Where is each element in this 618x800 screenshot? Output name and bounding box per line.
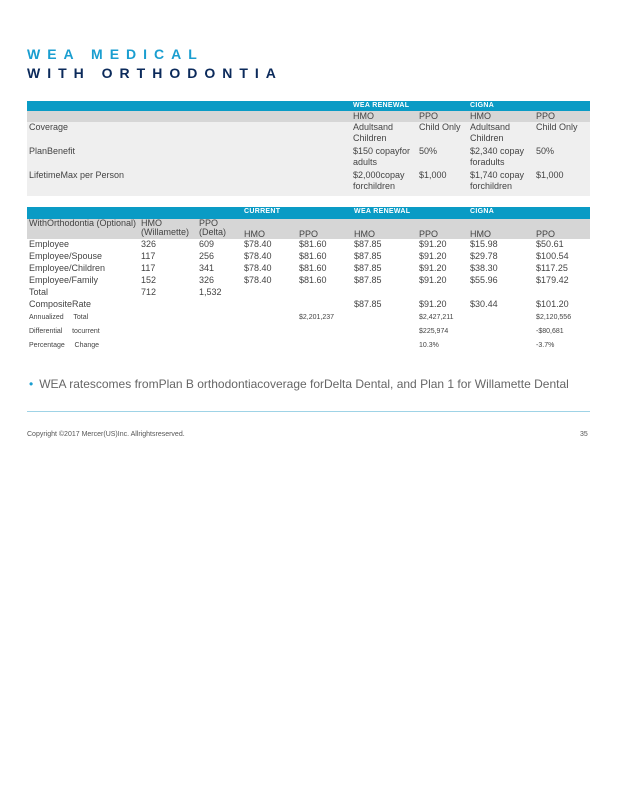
column-header: PPO xyxy=(417,219,468,239)
row-label: Employee/Children xyxy=(29,263,106,273)
table-row xyxy=(27,299,590,311)
table-cell xyxy=(468,287,534,299)
table-cell: $1,740 copay forchildren xyxy=(468,170,534,196)
summary-wea: $2,427,211 xyxy=(419,314,454,321)
table-cell xyxy=(297,299,352,311)
column-header: PPO xyxy=(534,219,590,239)
table-cell: $100.54 xyxy=(536,251,569,261)
plan-table-group-header xyxy=(27,101,590,111)
table-cell: 117 xyxy=(141,263,156,273)
table-cell: 1,532 xyxy=(199,287,222,297)
table-cell: $81.60 xyxy=(299,251,327,261)
summary-label: Differential tocurrent xyxy=(29,328,100,335)
summary-current: $2,201,237 xyxy=(299,314,335,321)
table-cell: $91.20 xyxy=(419,299,447,309)
table-cell: $91.20 xyxy=(419,275,447,285)
column-header: PPO xyxy=(534,111,590,122)
table-cell: 50% xyxy=(417,146,468,170)
table-row xyxy=(27,287,590,299)
table-cell: $2,340 copay foradults xyxy=(468,146,534,170)
title-line-2: WITH ORTHODONTIA xyxy=(27,65,283,81)
column-header: PPO xyxy=(417,111,468,122)
table-cell: 152 xyxy=(141,275,157,285)
column-header: HMO xyxy=(351,111,417,122)
summary-row xyxy=(27,339,590,353)
column-header: HMO xyxy=(468,111,534,122)
column-header: WithOrthodontia (Optional) xyxy=(27,219,139,239)
rate-table xyxy=(27,207,590,353)
column-header: HMO xyxy=(352,219,417,239)
row-label: CompositeRate xyxy=(29,299,92,309)
summary-wea: $225,974 xyxy=(419,328,449,335)
table-row xyxy=(27,251,590,263)
table-row xyxy=(27,146,590,170)
summary-label: Annualized Total xyxy=(29,314,89,321)
table-cell: $87.85 xyxy=(354,251,382,261)
table-cell: 609 xyxy=(199,239,215,249)
column-header: PPO (Delta) xyxy=(197,219,242,239)
table-cell: $81.60 xyxy=(299,263,327,273)
table-cell: $87.85 xyxy=(354,299,382,309)
table-cell: 712 xyxy=(141,287,157,297)
title-line-1: WEA MEDICAL xyxy=(27,46,204,62)
summary-row xyxy=(27,311,590,325)
group-cigna: CIGNA xyxy=(468,207,590,219)
page-number: 35 xyxy=(580,431,588,438)
bullet-icon: • xyxy=(29,377,34,391)
bullet-text: WEA ratescomes fromPlan B orthodontiacoverage forDelta Dental, and Plan 1 for Willamette Dental xyxy=(39,377,569,391)
table-row xyxy=(27,122,590,146)
table-cell: $91.20 xyxy=(419,251,447,261)
table-row xyxy=(27,263,590,275)
table-cell: $1,000 xyxy=(534,170,590,196)
table-cell: 326 xyxy=(199,275,215,285)
table-cell: 50% xyxy=(534,146,590,170)
table-cell: 256 xyxy=(199,251,215,261)
table-cell: $30.44 xyxy=(470,299,498,309)
table-cell xyxy=(534,287,590,299)
table-cell: $78.40 xyxy=(244,263,272,273)
divider xyxy=(27,411,590,412)
table-cell: $87.85 xyxy=(354,275,382,285)
table-cell xyxy=(242,287,297,299)
table-row xyxy=(27,170,590,196)
table-cell: $87.85 xyxy=(354,239,382,249)
table-cell: $2,000copay forchildren xyxy=(351,170,417,196)
summary-label: Percentage Change xyxy=(29,342,100,349)
summary-wea: 10.3% xyxy=(419,342,439,349)
table-cell: 341 xyxy=(199,263,215,273)
table-cell: $29.78 xyxy=(470,251,498,261)
group-current: CURRENT xyxy=(242,207,352,219)
plan-table-column-header xyxy=(27,111,590,122)
summary-current xyxy=(297,339,352,353)
table-cell xyxy=(197,299,242,311)
row-label: Employee/Spouse xyxy=(29,251,103,261)
summary-cigna: -$80,681 xyxy=(536,328,564,335)
table-cell: $78.40 xyxy=(244,239,272,249)
group-wea-renewal: WEA RENEWAL xyxy=(352,207,468,219)
bullet-note xyxy=(29,377,569,391)
row-label: Coverage xyxy=(27,122,351,146)
summary-row xyxy=(27,325,590,339)
row-label: Employee xyxy=(29,239,70,249)
column-header: HMO (Willamette) xyxy=(139,219,197,239)
table-cell xyxy=(352,287,417,299)
table-cell: $81.60 xyxy=(299,239,327,249)
table-cell xyxy=(139,299,197,311)
plan-table xyxy=(27,101,590,196)
table-row xyxy=(27,239,590,251)
table-cell xyxy=(242,299,297,311)
table-cell: $78.40 xyxy=(244,251,272,261)
table-cell: Adultsand Children xyxy=(468,122,534,146)
table-cell: $15.98 xyxy=(470,239,498,249)
table-cell: $117.25 xyxy=(536,263,568,273)
row-label: LifetimeMax per Person xyxy=(27,170,351,196)
table-cell: $78.40 xyxy=(244,275,272,285)
table-cell: $91.20 xyxy=(419,263,447,273)
table-cell: $91.20 xyxy=(419,239,447,249)
table-row xyxy=(27,275,590,287)
column-header: HMO xyxy=(468,219,534,239)
table-cell: $38.30 xyxy=(470,263,498,273)
row-label: Employee/Family xyxy=(29,275,99,285)
column-header: HMO xyxy=(242,219,297,239)
table-cell: Adultsand Children xyxy=(351,122,417,146)
table-cell: Child Only xyxy=(417,122,468,146)
row-label: PlanBenefit xyxy=(27,146,351,170)
rate-table-column-header xyxy=(27,219,590,239)
table-cell: $81.60 xyxy=(299,275,327,285)
table-cell: $1,000 xyxy=(417,170,468,196)
table-cell xyxy=(417,287,468,299)
copyright: Copyright ©2017 Mercer(US)Inc. Allrightsreserved. xyxy=(27,431,185,438)
table-cell: 326 xyxy=(141,239,157,249)
table-cell: $50.61 xyxy=(536,239,564,249)
table-cell: $150 copayfor adults xyxy=(351,146,417,170)
table-cell: $101.20 xyxy=(536,299,569,309)
table-cell: 117 xyxy=(141,251,156,261)
summary-current xyxy=(297,325,352,339)
summary-cigna: $2,120,556 xyxy=(536,314,572,321)
row-label: Total xyxy=(29,287,49,297)
summary-cigna: -3.7% xyxy=(536,342,555,349)
table-cell: Child Only xyxy=(534,122,590,146)
column-header: PPO xyxy=(297,219,352,239)
group-cigna: CIGNA xyxy=(468,101,590,111)
table-cell: $87.85 xyxy=(354,263,382,273)
group-wea-renewal: WEA RENEWAL xyxy=(351,101,468,111)
table-cell: $179.42 xyxy=(536,275,569,285)
table-cell xyxy=(297,287,352,299)
table-cell: $55.96 xyxy=(470,275,498,285)
